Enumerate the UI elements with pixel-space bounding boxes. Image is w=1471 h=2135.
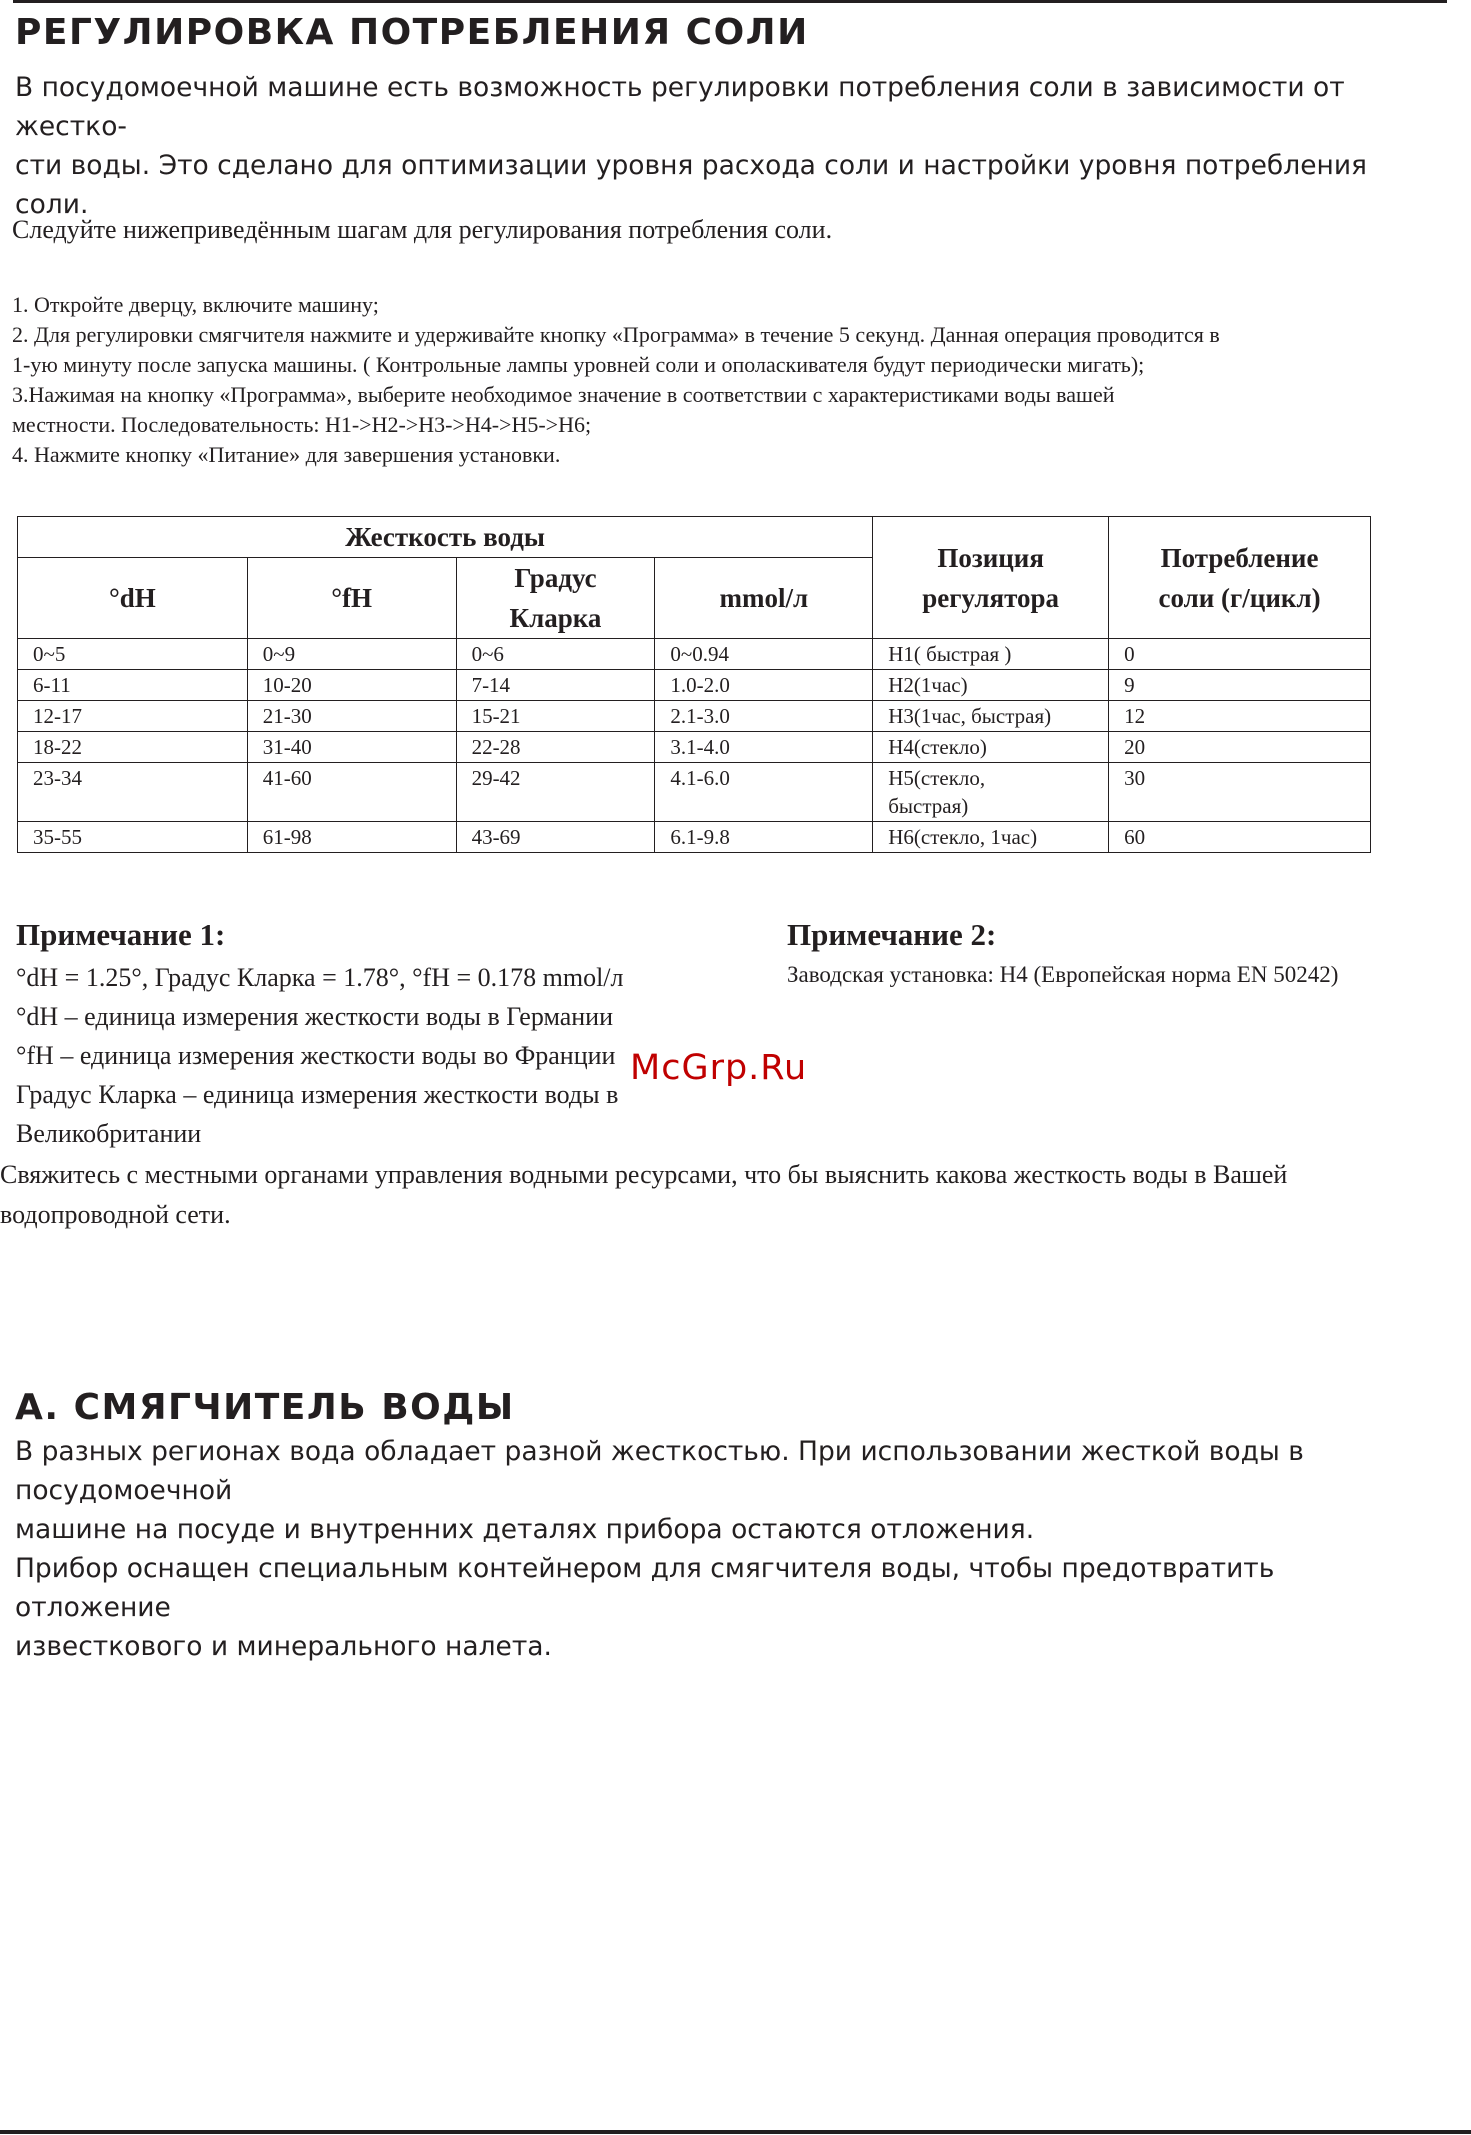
position-cell: [873, 763, 1109, 822]
section-title-salt: РЕГУЛИРОВКА ПОТРЕБЛЕНИЯ СОЛИ: [15, 12, 809, 53]
consumption-cell: 0: [1109, 639, 1371, 670]
position-cell: H6(стекло, 1час): [873, 822, 1109, 853]
position-cell: H1( быстрая ): [873, 639, 1109, 670]
fh-cell: 31-40: [247, 732, 456, 763]
dh-cell: 18-22: [18, 732, 248, 763]
note1-line: °fH – единица измерения жесткости воды во Франции: [16, 1041, 616, 1070]
clark-header-line: Градус: [514, 563, 597, 593]
contact-line: Свяжитесь с местными органами управления водными ресурсами, что бы выяснить какова жесткость воды в Вашей: [0, 1160, 1288, 1189]
consumption-cell: 30: [1109, 763, 1371, 822]
dh-cell: 23-34: [18, 763, 248, 822]
watermark-logo: McGrp.Ru: [630, 1048, 808, 1088]
fh-cell: 10-20: [247, 670, 456, 701]
intro-line: В посудомоечной машине есть возможность регулировки потребления соли в зависимости от жестко-: [15, 72, 1345, 142]
section-title-softener: А. СМЯГЧИТЕЛЬ ВОДЫ: [15, 1387, 515, 1428]
fh-header: °fH: [247, 558, 456, 639]
softener-line: машине на посуде и внутренних деталях прибора остаются отложения.: [15, 1514, 1035, 1545]
softener-paragraph: [15, 1432, 1425, 1666]
consumption-header: [1109, 517, 1371, 639]
consumption-cell: 20: [1109, 732, 1371, 763]
clark-header-line: Кларка: [509, 603, 602, 633]
fh-cell: 0~9: [247, 639, 456, 670]
table-row: [18, 822, 1371, 853]
softener-line: известкового и минерального налета.: [15, 1631, 552, 1662]
mmol-cell: 0~0.94: [655, 639, 873, 670]
step-line: 3.Нажимая на кнопку «Программа», выберите необходимое значение в соответствии с характеристиками воды вашей: [12, 382, 1115, 407]
steps-list: [12, 290, 1471, 470]
position-cell: H4(стекло): [873, 732, 1109, 763]
clark-cell: 15-21: [456, 701, 655, 732]
position-header-line: Позиция: [937, 542, 1044, 573]
table-row: [18, 670, 1371, 701]
fh-cell: 61-98: [247, 822, 456, 853]
step-line: 4. Нажмите кнопку «Питание» для завершения установки.: [12, 442, 561, 467]
step-line: местности. Последовательность: H1->H2->H3->H4->H5->H6;: [12, 412, 592, 437]
intro-line: сти воды. Это сделано для оптимизации уровня расхода соли и настройки уровня потребления соли.: [15, 150, 1367, 220]
consumption-header-line: соли (г/цикл): [1158, 582, 1321, 613]
step-line: 2. Для регулировки смягчителя нажмите и удерживайте кнопку «Программа» в течение 5 секунд. Данная операция проводится в: [12, 322, 1220, 347]
intro-paragraph: [15, 68, 1425, 224]
note1-line: Великобритании: [16, 1119, 202, 1148]
consumption-cell: 60: [1109, 822, 1371, 853]
note2-text: Заводская установка: H4 (Европейская норма EN 50242): [787, 962, 1339, 987]
table-row: [18, 701, 1371, 732]
clark-cell: 7-14: [456, 670, 655, 701]
mmol-cell: 1.0-2.0: [655, 670, 873, 701]
dh-cell: 12-17: [18, 701, 248, 732]
dh-cell: 0~5: [18, 639, 248, 670]
consumption-header-line: Потребление: [1160, 542, 1319, 573]
hardness-group-header: Жесткость воды: [18, 517, 873, 558]
clark-cell: 29-42: [456, 763, 655, 822]
dh-header: °dH: [18, 558, 248, 639]
mmol-cell: 2.1-3.0: [655, 701, 873, 732]
mmol-cell: 3.1-4.0: [655, 732, 873, 763]
dh-cell: 6-11: [18, 670, 248, 701]
top-rule: [13, 0, 1447, 3]
table-row: [18, 639, 1371, 670]
position-header: [873, 517, 1109, 639]
position-cell: H3(1час, быстрая): [873, 701, 1109, 732]
note2-title: Примечание 2:: [787, 917, 997, 952]
mmol-header: mmol/л: [655, 558, 873, 639]
note1-line: Градус Кларка – единица измерения жесткости воды в: [16, 1080, 619, 1109]
note1-title: Примечание 1:: [16, 917, 226, 952]
clark-cell: 43-69: [456, 822, 655, 853]
consumption-cell: 12: [1109, 701, 1371, 732]
note1-line: °dH – единица измерения жесткости воды в Германии: [16, 1002, 613, 1031]
position-cell-line: быстрая): [888, 794, 969, 818]
water-hardness-table: [17, 516, 1371, 853]
position-header-line: регулятора: [922, 582, 1060, 613]
softener-line: В разных регионах вода обладает разной жесткостью. При использовании жесткой воды в посудомоечной: [15, 1436, 1304, 1506]
step-line: 1-ую минуту после запуска машины. ( Контрольные лампы уровней соли и ополаскивателя будут периодически мигать);: [12, 352, 1145, 377]
clark-cell: 22-28: [456, 732, 655, 763]
follow-steps-text: Следуйте нижеприведённым шагам для регулирования потребления соли.: [12, 215, 833, 244]
clark-header: [456, 558, 655, 639]
consumption-cell: 9: [1109, 670, 1371, 701]
table-row: [18, 763, 1371, 822]
position-cell: H2(1час): [873, 670, 1109, 701]
contact-line: водопроводной сети.: [0, 1200, 231, 1229]
position-cell-line: H5(стекло,: [888, 766, 986, 790]
dh-cell: 35-55: [18, 822, 248, 853]
clark-cell: 0~6: [456, 639, 655, 670]
step-line: 1. Откройте дверцу, включите машину;: [12, 292, 379, 317]
mmol-cell: 6.1-9.8: [655, 822, 873, 853]
mmol-cell: 4.1-6.0: [655, 763, 873, 822]
fh-cell: 41-60: [247, 763, 456, 822]
contact-paragraph: [0, 1155, 1287, 1235]
note1-line: °dH = 1.25°, Градус Кларка = 1.78°, °fH = 0.178 mmol/л: [16, 963, 624, 992]
fh-cell: 21-30: [247, 701, 456, 732]
softener-line: Прибор оснащен специальным контейнером для смягчителя воды, чтобы предотвратить отложение: [15, 1553, 1275, 1623]
note1-body: [16, 958, 624, 1153]
bottom-rule: [0, 2130, 1471, 2134]
table-row: [18, 732, 1371, 763]
